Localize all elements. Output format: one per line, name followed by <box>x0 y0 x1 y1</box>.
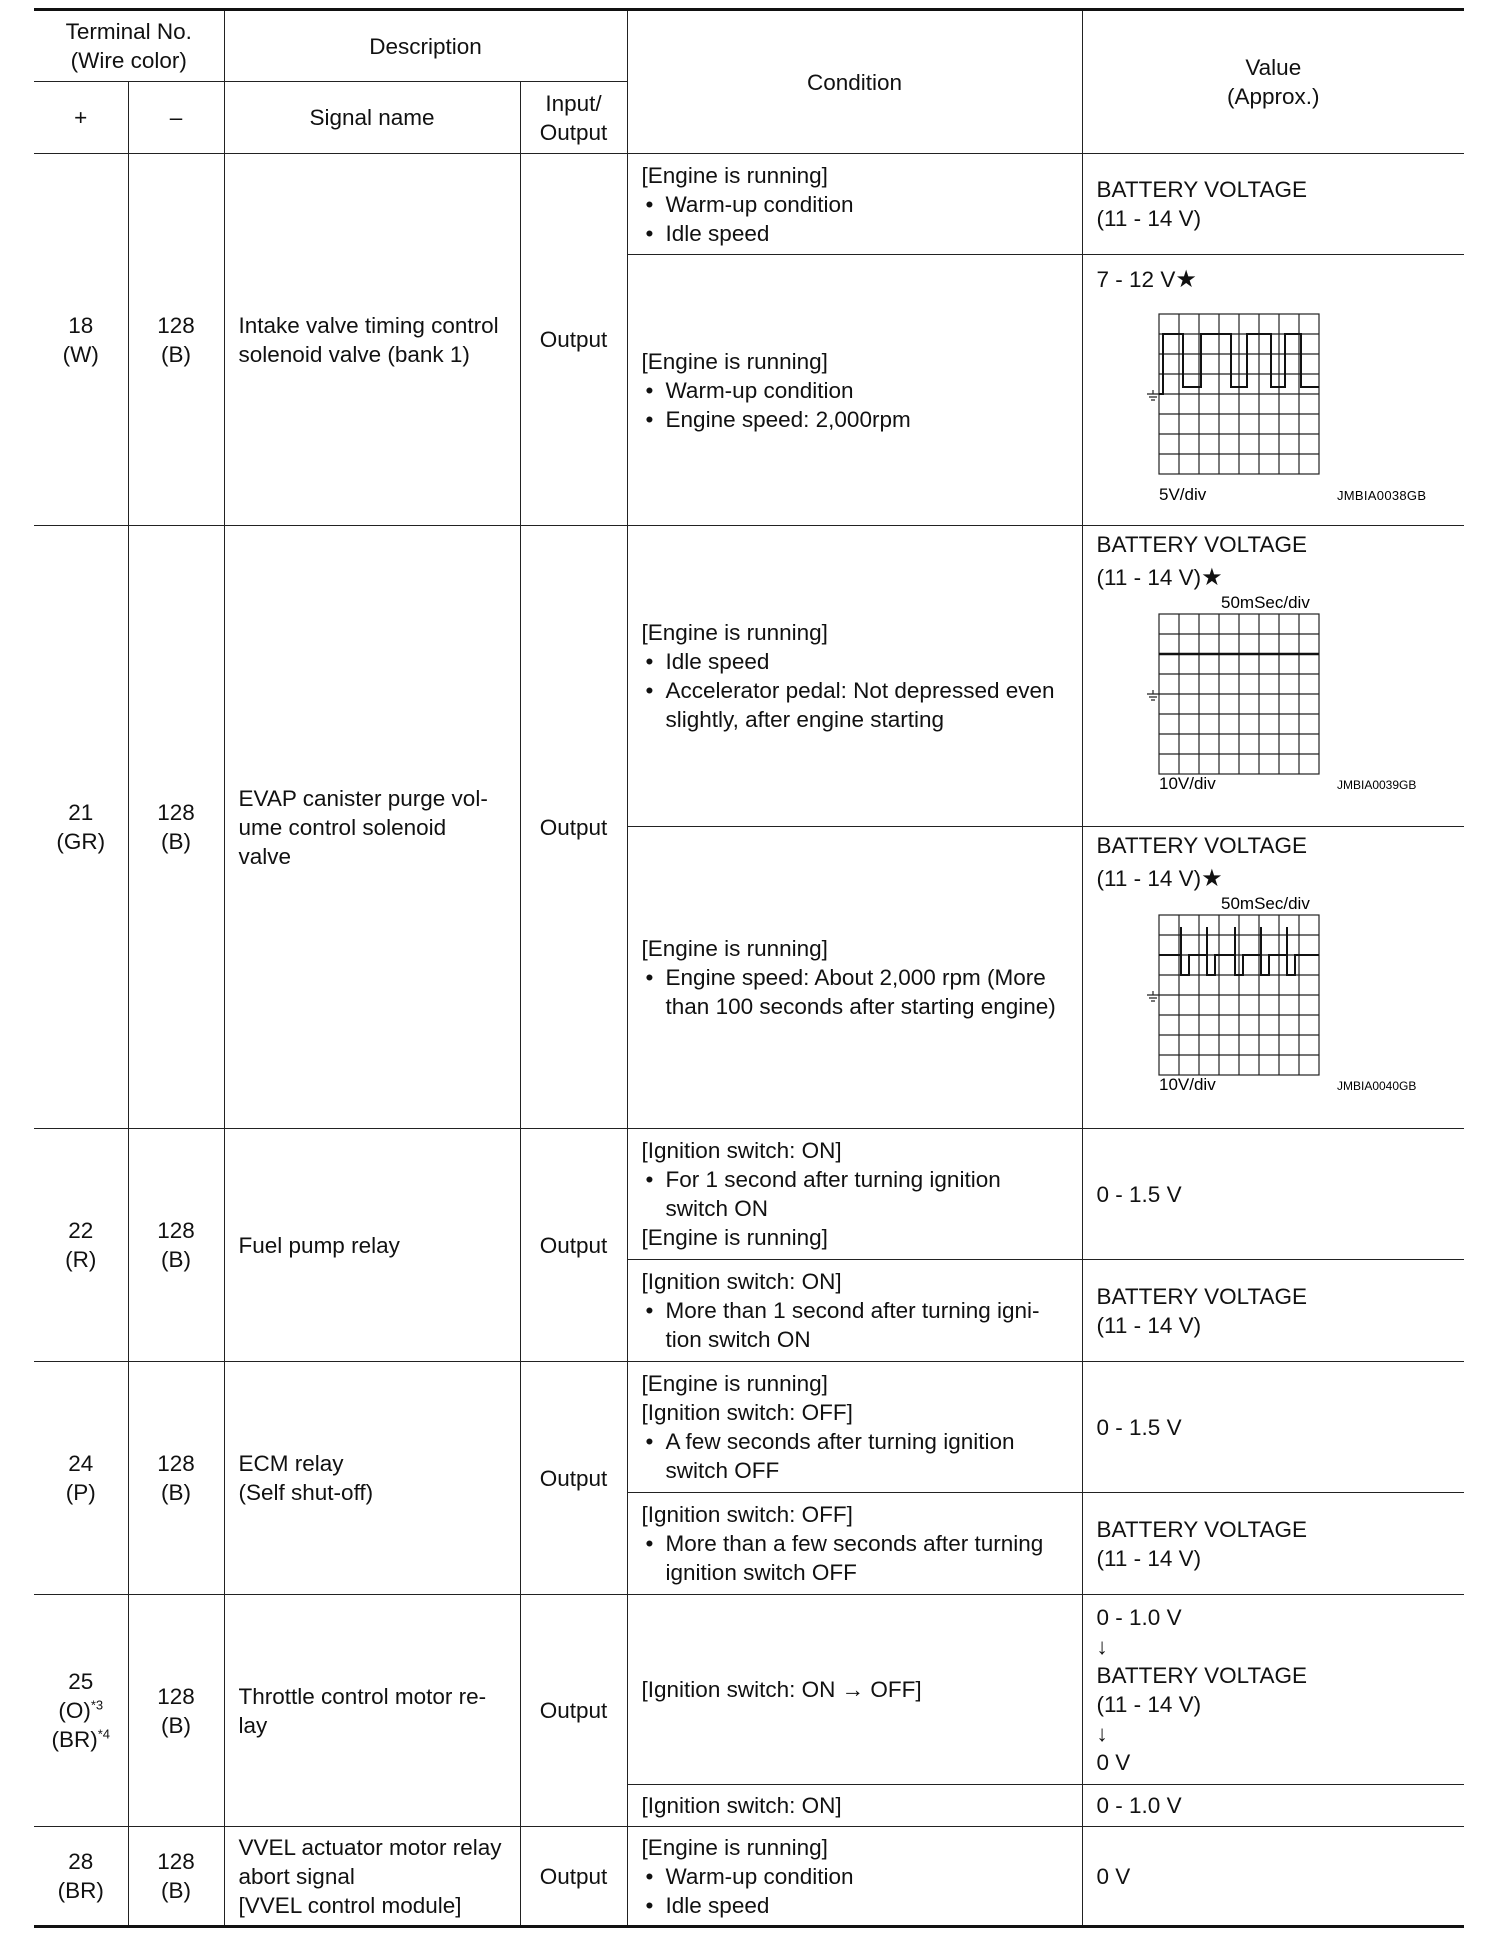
condition-bullet: • Warm-up condition <box>642 190 1072 219</box>
signal-name-line: ume control solenoid <box>238 814 447 840</box>
condition-head: [Engine is running] <box>641 1371 828 1396</box>
value-cell <box>1082 1493 1464 1595</box>
value-line: BATTERY VOLTAGE <box>1096 532 1308 557</box>
terminal-number: 128 <box>157 800 195 825</box>
condition-bullet: • Warm-up condition <box>642 376 1072 405</box>
condition-head: [Engine is running] <box>641 936 828 961</box>
condition-bullet <box>642 1296 1072 1354</box>
minus-terminal-cell <box>128 154 224 526</box>
terminal-number: 128 <box>157 1218 195 1243</box>
value-line: (11 - 14 V) <box>1096 1545 1202 1571</box>
condition-list <box>642 376 1072 434</box>
value-line: (11 - 14 V) <box>1096 206 1202 231</box>
plus-terminal-cell <box>34 1362 128 1595</box>
condition-bullet: • Engine speed: 2,000rpm <box>642 405 1072 434</box>
scope-time-label: 50mSec/div <box>1220 894 1310 913</box>
signal-name-line: abort signal <box>238 1863 355 1889</box>
scope-ref-label: JMBIA0040GB <box>1336 1079 1416 1093</box>
terminal-number: 22 <box>68 1218 94 1243</box>
value-header <box>1082 10 1464 154</box>
terminal-number: 128 <box>157 312 195 338</box>
io-cell: Output <box>520 1129 627 1362</box>
ground-icon <box>1147 991 1159 1001</box>
condition-text: More than a few seconds after turning <box>665 1531 1044 1556</box>
footnote-mark: *4 <box>97 1726 111 1742</box>
terminal-no-header <box>34 10 224 82</box>
terminal-number: 25 <box>68 1669 94 1694</box>
condition-cell <box>627 827 1082 1129</box>
terminal-table <box>34 8 1464 1928</box>
table-row <box>34 1362 1464 1493</box>
condition-text: slightly, after engine starting <box>665 707 945 732</box>
condition-bullet <box>642 1427 1072 1485</box>
value-line: BATTERY VOLTAGE <box>1096 1283 1308 1309</box>
value-cell <box>1082 1260 1464 1362</box>
condition-list <box>642 647 1072 734</box>
condition-list <box>642 1529 1072 1587</box>
condition-bullet <box>642 1165 1072 1223</box>
value-text: (11 - 14 V) <box>1096 866 1202 891</box>
value-line: BATTERY VOLTAGE <box>1096 1516 1308 1542</box>
condition-list <box>642 190 1072 248</box>
condition-head: [Engine is running] <box>641 162 828 188</box>
wire-color: (R) <box>65 1247 97 1272</box>
condition-text: More than 1 second after turning igni- <box>665 1298 1040 1323</box>
scope-ref-label: JMBIA0038GB <box>1336 488 1426 503</box>
condition-cell <box>627 1827 1082 1927</box>
input-output-header <box>520 82 627 154</box>
condition-head: [Ignition switch: OFF] <box>641 1502 853 1527</box>
io-cell: Output <box>520 1362 627 1595</box>
scope-div-label: 10V/div <box>1158 1075 1216 1093</box>
value-cell <box>1082 1595 1464 1785</box>
plus-terminal-cell <box>34 154 128 526</box>
condition-text: A few seconds after turning ignition <box>665 1429 1015 1454</box>
value-line <box>1097 265 1451 294</box>
value-text: 7 - 12 V <box>1096 267 1176 292</box>
terminal-number: 128 <box>157 1849 195 1874</box>
io-cell: Output <box>520 154 627 526</box>
value-cell: 0 - 1.5 V <box>1082 1129 1464 1260</box>
condition-bullet: • Idle speed <box>642 647 1072 676</box>
table-row <box>34 1827 1464 1927</box>
terminal-no-label: Terminal No. <box>65 19 192 44</box>
signal-name-line: Throttle control motor re- <box>238 1683 487 1709</box>
condition-cell: [Ignition switch: ON → OFF] <box>627 1595 1082 1785</box>
plus-terminal-cell <box>34 1827 128 1927</box>
wire-color: (P) <box>65 1480 96 1505</box>
condition-list <box>642 1862 1072 1920</box>
wire-color: (B) <box>161 341 191 367</box>
condition-text: Accelerator pedal: Not depressed even <box>665 678 1055 703</box>
value-cell: 0 V <box>1082 1827 1464 1927</box>
approx-label: (Approx.) <box>1227 84 1320 109</box>
condition-header: Condition <box>627 10 1082 154</box>
condition-cell <box>627 255 1082 526</box>
condition-head: [Ignition switch: ON] <box>641 1269 842 1294</box>
ground-icon <box>1147 390 1159 400</box>
minus-terminal-cell <box>128 1129 224 1362</box>
value-cell-waveform <box>1082 255 1464 526</box>
condition-bullet: • Idle speed <box>642 219 1072 248</box>
down-arrow-icon: ↓ <box>1096 1720 1108 1746</box>
value-cell-waveform <box>1082 827 1464 1129</box>
condition-cell <box>627 1260 1082 1362</box>
condition-text: ignition switch OFF <box>665 1560 857 1585</box>
signal-name-line: valve <box>238 843 292 869</box>
signal-name-line: Fuel pump relay <box>238 1232 400 1258</box>
condition-bullet: • Idle speed <box>642 1891 1072 1920</box>
plus-terminal-cell <box>34 1595 128 1827</box>
star-icon: ★ <box>1201 564 1223 591</box>
terminal-number: 128 <box>157 1451 195 1476</box>
description-header: Description <box>224 10 627 82</box>
minus-header: – <box>128 82 224 154</box>
table-row <box>34 1595 1464 1785</box>
condition-bullet <box>642 1529 1072 1587</box>
wire-color <box>34 1696 128 1725</box>
condition-head: [Engine is running] <box>641 1225 828 1250</box>
scope-time-label: 50mSec/div <box>1220 593 1310 612</box>
condition-text: Engine speed: About 2,000 rpm (More <box>665 965 1046 990</box>
value-line: (11 - 14 V) <box>1096 1691 1202 1717</box>
scope-grid <box>1159 614 1319 774</box>
signal-name-cell <box>224 154 520 526</box>
value-line: BATTERY VOLTAGE <box>1096 1662 1308 1688</box>
value-line: 0 - 1.0 V <box>1096 1604 1182 1630</box>
value-line <box>1097 864 1451 893</box>
signal-name-cell <box>224 1129 520 1362</box>
oscilloscope-waveform-18 <box>1097 304 1447 504</box>
signal-name-line: lay <box>238 1712 268 1738</box>
plus-header: + <box>34 82 128 154</box>
value-line: 0 V <box>1096 1749 1131 1775</box>
scope-div-label: 5V/div <box>1158 485 1206 504</box>
terminal-number: 24 <box>68 1451 94 1476</box>
condition-cell <box>627 526 1082 827</box>
star-icon: ★ <box>1201 865 1223 892</box>
wire-color-text: (O) <box>58 1698 91 1723</box>
wire-color: (GR) <box>56 829 106 854</box>
condition-cell <box>627 1129 1082 1260</box>
terminal-number: 28 <box>68 1849 94 1874</box>
down-arrow-icon: ↓ <box>1096 1633 1108 1659</box>
signal-name-cell <box>224 1362 520 1595</box>
condition-text: tion switch ON <box>665 1327 811 1352</box>
condition-head: [Engine is running] <box>641 348 828 374</box>
condition-head: [Ignition switch: OFF] <box>641 1400 853 1425</box>
plus-terminal-cell <box>34 1129 128 1362</box>
condition-cell <box>627 154 1082 255</box>
condition-cell <box>627 1362 1082 1493</box>
terminal-number: 21 <box>68 800 94 825</box>
wire-color <box>34 1725 128 1754</box>
wire-color: (B) <box>161 829 191 854</box>
value-line: (11 - 14 V) <box>1096 1312 1202 1338</box>
condition-text: switch ON <box>665 1196 769 1221</box>
plus-terminal-cell <box>34 526 128 1129</box>
table-row <box>34 154 1464 255</box>
signal-name-line: [VVEL control module] <box>238 1892 462 1918</box>
signal-name-line: solenoid valve (bank 1) <box>238 341 470 367</box>
io-cell: Output <box>520 1827 627 1927</box>
wire-color: (W) <box>62 341 99 367</box>
oscilloscope-waveform-21a <box>1097 592 1447 792</box>
minus-terminal-cell <box>128 1595 224 1827</box>
value-line: BATTERY VOLTAGE <box>1096 833 1308 858</box>
scope-grid <box>1159 915 1319 1075</box>
condition-list <box>642 1296 1072 1354</box>
minus-terminal-cell <box>128 526 224 1129</box>
scope-ref-label: JMBIA0039GB <box>1336 778 1416 792</box>
signal-name-cell <box>224 1827 520 1927</box>
oscilloscope-waveform-21b <box>1097 893 1447 1093</box>
condition-list <box>642 1165 1072 1223</box>
condition-list <box>642 963 1072 1021</box>
signal-name-line: ECM relay <box>238 1451 344 1476</box>
condition-bullet <box>642 963 1072 1021</box>
condition-text: For 1 second after turning ignition <box>665 1167 1001 1192</box>
value-cell: 0 - 1.0 V <box>1082 1785 1464 1827</box>
condition-cell <box>627 1493 1082 1595</box>
value-line <box>1097 563 1451 592</box>
io-label-2: Output <box>539 119 608 145</box>
value-cell <box>1082 154 1464 255</box>
condition-bullet: • Warm-up condition <box>642 1862 1072 1891</box>
condition-bullet <box>642 676 1072 734</box>
io-cell: Output <box>520 1595 627 1827</box>
value-line: BATTERY VOLTAGE <box>1096 177 1308 202</box>
wire-color-text: (BR) <box>51 1727 98 1752</box>
wire-color: (B) <box>161 1878 191 1903</box>
footnote-mark: *3 <box>90 1697 104 1713</box>
minus-terminal-cell <box>128 1362 224 1595</box>
condition-text: than 100 seconds after starting engine) <box>665 994 1056 1019</box>
signal-name-cell <box>224 1595 520 1827</box>
terminal-number: 18 <box>68 312 94 338</box>
table-row <box>34 1129 1464 1260</box>
wire-color: (B) <box>161 1480 191 1505</box>
condition-text: switch OFF <box>665 1458 780 1483</box>
value-text: (11 - 14 V) <box>1096 565 1202 590</box>
io-label-1: Input/ <box>545 90 602 116</box>
terminal-number: 128 <box>157 1683 195 1709</box>
value-cell-waveform <box>1082 526 1464 827</box>
wire-color: (B) <box>161 1247 191 1272</box>
star-icon: ★ <box>1175 266 1197 293</box>
wire-color-label: (Wire color) <box>70 48 187 73</box>
condition-head: [Ignition switch: ON] <box>641 1138 842 1163</box>
scope-div-label: 10V/div <box>1158 774 1216 792</box>
signal-name-line: (Self shut-off) <box>238 1480 374 1505</box>
signal-name-header: Signal name <box>224 82 520 154</box>
condition-list <box>642 1427 1072 1485</box>
signal-name-cell <box>224 526 520 1129</box>
condition-head: [Engine is running] <box>641 1834 828 1860</box>
value-cell: 0 - 1.5 V <box>1082 1362 1464 1493</box>
signal-name-line: EVAP canister purge vol- <box>238 785 488 811</box>
signal-name-line: VVEL actuator motor relay <box>238 1834 502 1860</box>
io-cell: Output <box>520 526 627 1129</box>
wire-color: (B) <box>161 1712 191 1738</box>
table-row <box>34 526 1464 827</box>
header-row <box>34 10 1464 82</box>
condition-head: [Engine is running] <box>641 620 828 645</box>
minus-terminal-cell <box>128 1827 224 1927</box>
value-label: Value <box>1245 55 1302 80</box>
condition-cell: [Ignition switch: ON] <box>627 1785 1082 1827</box>
wire-color: (BR) <box>57 1878 104 1903</box>
signal-name-line: Intake valve timing control <box>238 312 499 338</box>
ground-icon <box>1147 690 1159 700</box>
